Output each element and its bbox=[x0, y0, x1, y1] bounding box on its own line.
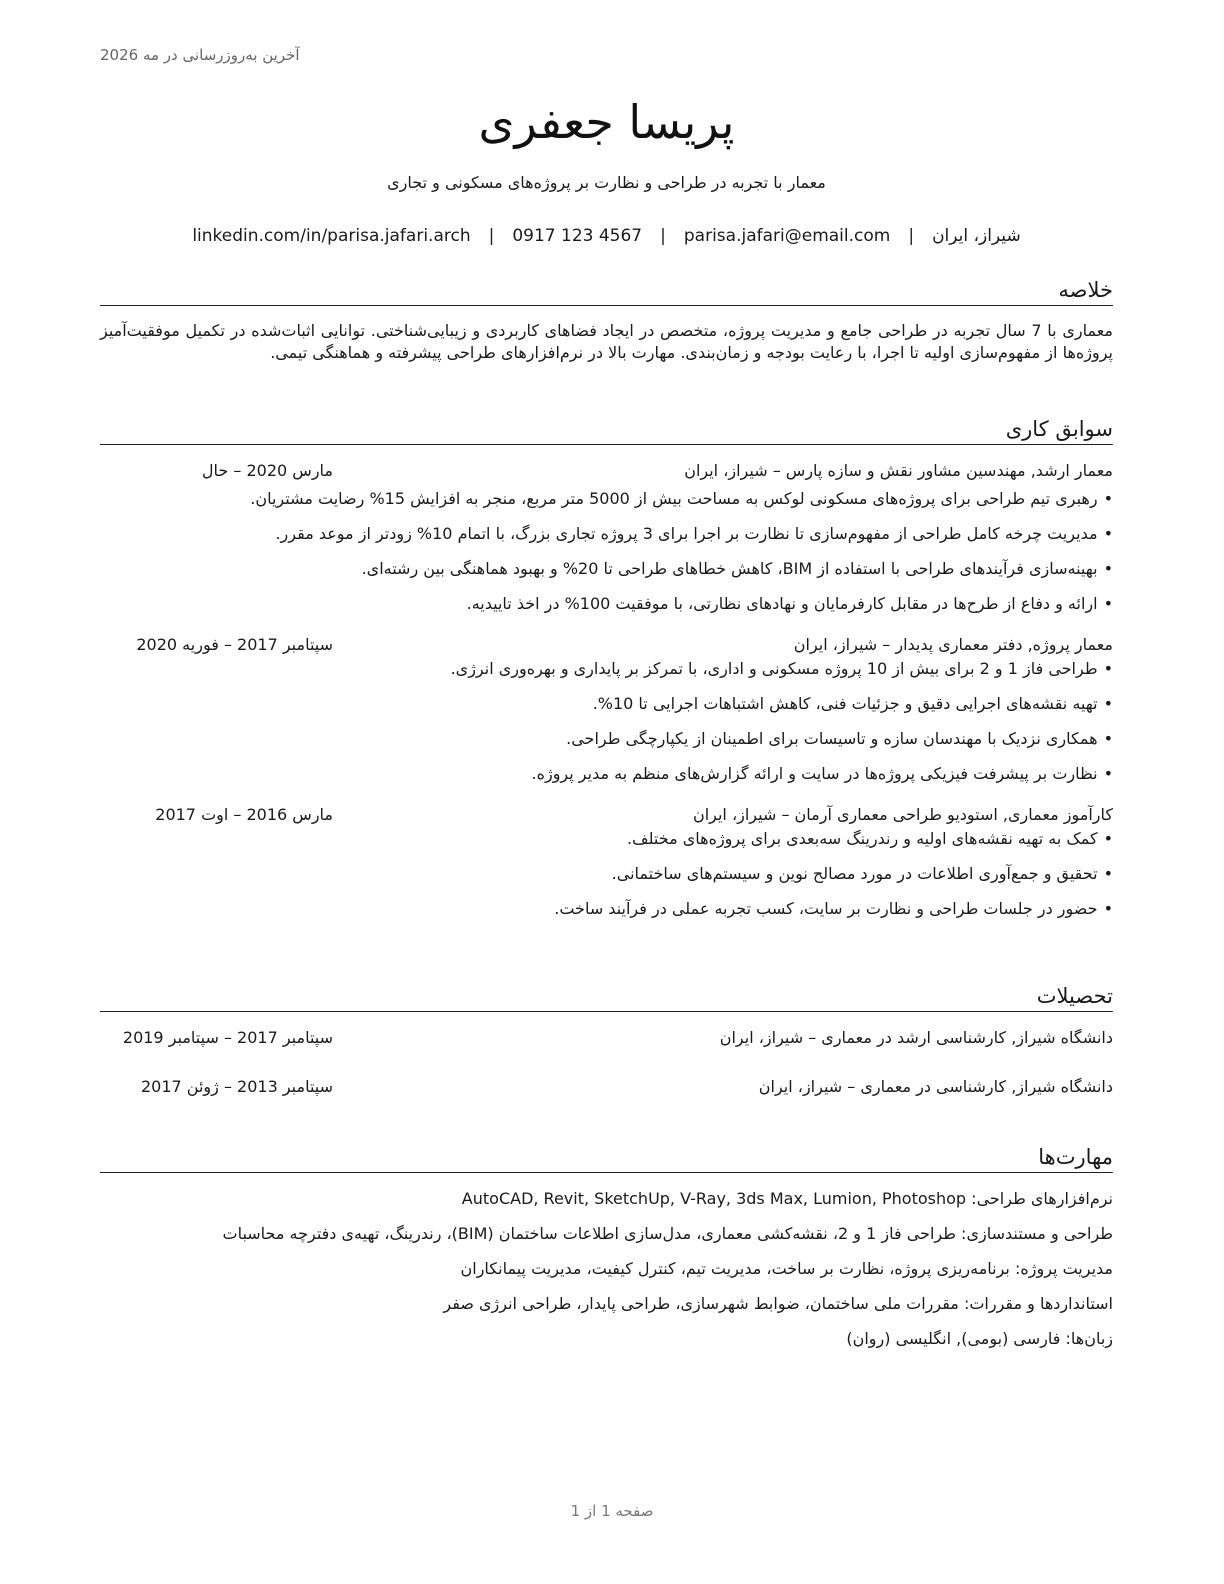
list-item: •ارائه و دفاع از طرح‌ها در مقابل کارفرمایان و نهادهای نظارتی، با موفقیت 100% در اخذ تاییدیه. bbox=[466, 594, 1113, 613]
contact-linkedin[interactable]: linkedin.com/in/parisa.jafari.arch bbox=[192, 226, 471, 246]
page-number: صفحه 1 از 1 bbox=[570, 1502, 654, 1520]
bullet-icon: • bbox=[1103, 764, 1113, 783]
bullet-icon: • bbox=[1103, 524, 1113, 543]
contact-phone: 0917 123 4567 bbox=[512, 226, 643, 246]
job-title: کارآموز معماری, استودیو طراحی معماری آرمان – شیراز، ایران bbox=[692, 805, 1113, 824]
bullet-icon: • bbox=[1103, 659, 1113, 678]
section-title-summary: خلاصه bbox=[100, 276, 1113, 306]
job-dates: مارس 2020 – حال bbox=[201, 461, 333, 480]
education-section bbox=[100, 982, 1113, 1098]
summary-section bbox=[100, 276, 1113, 364]
candidate-tagline: معمار با تجربه در طراحی و نظارت بر پروژه‌های مسکونی و تجاری bbox=[387, 173, 826, 192]
education-entry bbox=[100, 1027, 1113, 1049]
section-title-education: تحصیلات bbox=[100, 982, 1113, 1012]
job-heading-row bbox=[100, 634, 1113, 656]
contact-email[interactable]: parisa.jafari@email.com bbox=[683, 226, 891, 246]
list-item: •طراحی فاز 1 و 2 برای بیش از 10 پروژه مسکونی و اداری، با تمرکز بر پایداری و بهره‌وری انرژی. bbox=[450, 659, 1113, 678]
contact-separator: | bbox=[488, 226, 495, 246]
list-item: •مدیریت چرخه کامل طراحی از مفهوم‌سازی تا نظارت بر اجرا برای 3 پروژه تجاری بزرگ، با اتمام 10% زودتر از موعد مقرر. bbox=[275, 524, 1113, 543]
resume-page bbox=[100, 0, 1113, 1584]
list-item: •کمک به تهیه نقشه‌های اولیه و رندرینگ سه‌بعدی برای پروژه‌های مختلف. bbox=[626, 829, 1113, 848]
job-heading-row bbox=[100, 460, 1113, 482]
skills-section bbox=[100, 1143, 1113, 1363]
last-updated-note: آخرین به‌روزرسانی در مه 2026 bbox=[100, 46, 300, 64]
job-bullets bbox=[100, 488, 1113, 615]
education-title: دانشگاه شیراز, کارشناسی ارشد در معماری – شیراز، ایران bbox=[719, 1028, 1113, 1047]
skill-line: نرم‌افزارهای طراحی: AutoCAD, Revit, SketchUp, V-Ray, 3ds Max, Lumion, Photoshop bbox=[461, 1189, 1113, 1208]
job-bullets bbox=[100, 828, 1113, 920]
list-item: •تحقیق و جمع‌آوری اطلاعات در مورد مصالح نوین و سیستم‌های ساختمانی. bbox=[611, 864, 1113, 883]
skill-line: مدیریت پروژه: برنامه‌ریزی پروژه، نظارت بر ساخت، مدیریت تیم، کنترل کیفیت، مدیریت پیمانکاران bbox=[460, 1259, 1113, 1278]
job-title: معمار ارشد, مهندسین مشاور نقش و سازه پارس – شیراز، ایران bbox=[684, 461, 1113, 480]
bullet-icon: • bbox=[1103, 694, 1113, 713]
bullet-icon: • bbox=[1103, 864, 1113, 883]
contact-separator: | bbox=[908, 226, 915, 246]
job-dates: مارس 2016 – اوت 2017 bbox=[155, 805, 333, 824]
list-item: •همکاری نزدیک با مهندسان سازه و تاسیسات برای اطمینان از یکپارچگی طراحی. bbox=[566, 729, 1113, 748]
skill-line: طراحی و مستندسازی: طراحی فاز 1 و 2، نقشه‌کشی معماری، مدل‌سازی اطلاعات ساختمان (BIM)، رندرینگ، تهیه‌ی دفترچه محاسبات bbox=[222, 1224, 1113, 1243]
education-dates: سپتامبر 2013 – ژوئن 2017 bbox=[140, 1077, 333, 1096]
bullet-icon: • bbox=[1103, 829, 1113, 848]
experience-section bbox=[100, 415, 1113, 933]
bullet-icon: • bbox=[1103, 729, 1113, 748]
job-entry bbox=[100, 634, 1113, 785]
bullet-icon: • bbox=[1103, 559, 1113, 578]
section-title-skills: مهارت‌ها bbox=[100, 1143, 1113, 1173]
job-heading-row bbox=[100, 804, 1113, 826]
job-entry bbox=[100, 460, 1113, 615]
summary-text: معماری با 7 سال تجربه در طراحی جامع و مدیریت پروژه، متخصص در ایجاد فضاهای کاربردی و زیبایی‌شناختی. توانایی اثبات‌شده در تکمیل موفقیت‌آمیز پروژه‌ها از مفهوم‌سازی اولیه تا اجرا، با رعایت بودجه و زمان‌بندی. مهارت بالا در نرم‌افزارهای طراحی پیشرفته و هماهنگی تیمی. bbox=[100, 321, 1113, 362]
contact-line bbox=[100, 224, 1113, 248]
skill-line: زبان‌ها: فارسی (بومی), انگلیسی (روان) bbox=[846, 1329, 1113, 1348]
contact-separator: | bbox=[660, 226, 666, 246]
list-item: •بهینه‌سازی فرآیندهای طراحی با استفاده از BIM، کاهش خطاهای طراحی تا 20% و بهبود هماهنگی بین رشته‌ای. bbox=[361, 559, 1113, 578]
contact-location: شیراز، ایران bbox=[932, 226, 1021, 246]
education-entry bbox=[100, 1076, 1113, 1098]
job-bullets bbox=[100, 658, 1113, 785]
list-item: •رهبری تیم طراحی برای پروژه‌های مسکونی لوکس به مساحت بیش از 5000 متر مربع، منجر به افزایش 15% رضایت مشتریان. bbox=[250, 489, 1113, 508]
education-dates: سپتامبر 2017 – سپتامبر 2019 bbox=[122, 1028, 333, 1047]
skill-line: استانداردها و مقررات: مقررات ملی ساختمان، ضوابط شهرسازی، طراحی پایدار، طراحی انرژی صفر bbox=[443, 1294, 1113, 1313]
bullet-icon: • bbox=[1103, 594, 1113, 613]
bullet-icon: • bbox=[1103, 489, 1113, 508]
job-title: معمار پروژه, دفتر معماری پدیدار – شیراز، ایران bbox=[793, 635, 1113, 654]
list-item: •نظارت بر پیشرفت فیزیکی پروژه‌ها در سایت و ارائه گزارش‌های منظم به مدیر پروژه. bbox=[531, 764, 1113, 783]
job-dates: سپتامبر 2017 – فوریه 2020 bbox=[136, 635, 333, 654]
job-entry bbox=[100, 804, 1113, 920]
list-item: •تهیه نقشه‌های اجرایی دقیق و جزئیات فنی، کاهش اشتباهات اجرایی تا 10%. bbox=[592, 694, 1113, 713]
list-item: •حضور در جلسات طراحی و نظارت بر سایت، کسب تجربه عملی در فرآیند ساخت. bbox=[554, 899, 1113, 918]
education-title: دانشگاه شیراز, کارشناسی در معماری – شیراز، ایران bbox=[758, 1077, 1113, 1096]
bullet-icon: • bbox=[1103, 899, 1113, 918]
section-title-experience: سوابق کاری bbox=[100, 415, 1113, 445]
candidate-name: پریسا جعفری bbox=[478, 95, 735, 149]
